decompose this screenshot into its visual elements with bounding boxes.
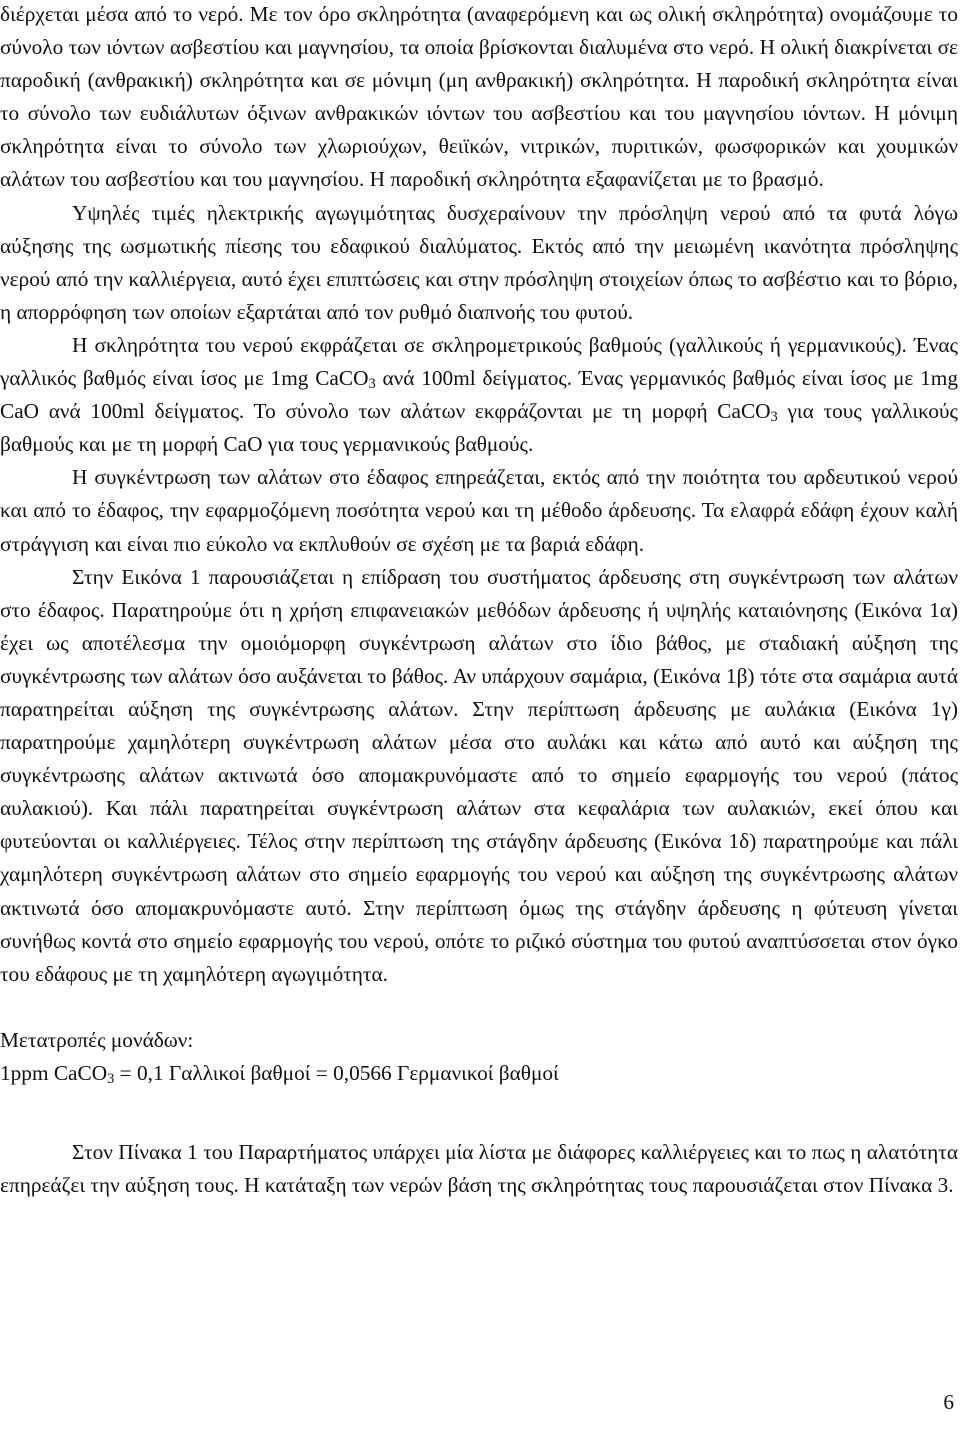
paragraph-hardness-definition: διέρχεται μέσα από το νερό. Με τον όρο σκληρότητα (αναφερόμενη και ως ολική σκληρότητα) ονομάζουμε το σύνολο των ιόντων ασβεστίου και μαγνησίου, τα οποία βρίσκονται διαλυμένα στο νερό. Η ολική διακρίνεται σε παροδική (ανθρακική) σκληρότητα και σε μόνιμη (μη ανθρακική) σκληρότητα. Η παροδική σκληρότητα είναι το σύνολο των ευδιάλυτων όξινων ανθρακικών ιόντων του ασβεστίου και του μαγνησίου ιόντων. Η μόνιμη σκληρότητα είναι το σύνολο των χλωριούχων, θειϊκών, νιτρικών, πυριτικών, φωσφορικών και χουμικών αλάτων του ασβεστίου και του μαγνησίου. Η παροδική σκληρότητα εξαφανίζεται με το βρασμό. <box>0 2 958 192</box>
unit-conversion-heading: Μετατροπές μονάδων: <box>0 1027 194 1052</box>
conversion-text-part-1: 1ppm CaCO <box>0 1060 108 1085</box>
paragraph-soil-salts: Η συγκέντρωση των αλάτων στο έδαφος επηρεάζεται, εκτός από την ποιότητα του αρδευτικού νερού και από το έδαφος, την εφαρμοζόμενη ποσότητα νερού και τη μέθοδο άρδευσης. Τα ελαφρά εδάφη έχουν καλή στράγγιση και είναι πιο εύκολο να εκπλυθούν σε σχέση με τα βαριά εδάφη. <box>0 465 958 556</box>
paragraph-conductivity: Υψηλές τιμές ηλεκτρικής αγωγιμότητας δυσχεραίνουν την πρόσληψη νερού από τα φυτά λόγω αύξησης της ωσμωτικής πίεσης του εδαφικού διαλύματος. Εκτός από την μειωμένη ικανότητα πρόσληψης νερού από την καλλιέργεια, αυτό έχει επιπτώσεις και στην πρόσληψη στοιχείων όπως το ασβέστιο και το βόριο, η απορρόφηση των οποίων εξαρτάται από τον ρυθμό διαπνοής του φυτού. <box>0 200 958 324</box>
unit-conversion-line <box>0 1057 958 1090</box>
conversion-text-part-2: = 0,1 Γαλλικοί βαθμοί = 0,0566 Γερμανικοί βαθμοί <box>114 1060 559 1085</box>
page-number: 6 <box>943 1390 954 1414</box>
degrees-text-part-2: ανά 100ml δείγματος. Ένας γερμανικός βαθμός είναι ίσος με 1mg CaO ανά 100ml δείγματος. Το σύνολο των αλάτων εκφράζονται με τη μορφή CaCO <box>0 366 958 424</box>
subscript-3: 3 <box>107 1071 115 1088</box>
subscript-3: 3 <box>368 376 376 393</box>
degrees-text-part-3: για τους γαλλικούς βαθμούς και με τη μορφή CaO για τους γερμανικούς βαθμούς. <box>0 399 958 457</box>
subscript-3: 3 <box>770 409 778 426</box>
paragraph-irrigation-figure: Στην Εικόνα 1 παρουσιάζεται η επίδραση του συστήματος άρδευσης στη συγκέντρωση των αλάτων στο έδαφος. Παρατηρούμε ότι η χρήση επιφανειακών μεθόδων άρδευσης ή υψηλής καταιόνησης (Εικόνα 1α) έχει ως αποτέλεσμα την ομοιόμορφη συγκέντρωση αλάτων στο ίδιο βάθος, με σταδιακή αύξηση της συγκέντρωσης των αλάτων όσο αυξάνεται το βάθος. Αν υπάρχουν σαμάρια, (Εικόνα 1β) τότε στα σαμάρια αυτά παρατηρείται αύξηση της συγκέντρωσης αλάτων. Στην περίπτωση άρδευσης με αυλάκια (Εικόνα 1γ) παρατηρούμε χαμηλότερη συγκέντρωση αλάτων μέσα στο αυλάκι και κάτω από αυτό και αύξηση της συγκέντρωσης αλάτων ακτινωτά όσο απομακρυνόμαστε από το σημείο εφαρμογής του νερού (πάτος αυλακιού). Και πάλι παρατηρείται συγκέντρωση αλάτων στα κεφαλάρια των αυλακιών, εκεί όπου και φυτεύονται οι καλλιέργειες. Τέλος στην περίπτωση της στάγδην άρδευσης (Εικόνα 1δ) παρατηρούμε και πάλι χαμηλότερη συγκέντρωση αλάτων στο σημείο εφαρμογής του νερού και αύξηση της συγκέντρωσης αλάτων ακτινωτά όσο απομακρυνόμαστε αυτό. Στην περίπτωση όμως της στάγδην άρδευσης η φύτευση γίνεται συνήθως κοντά στο σημείο εφαρμογής του νερού, οπότε το ριζικό σύστημα του φυτού αναπτύσσεται στον όγκο του εδάφους με τη χαμηλότερη αγωγιμότητα. <box>0 564 958 986</box>
paragraph-hardness-degrees <box>0 329 958 461</box>
paragraph-appendix-reference: Στον Πίνακα 1 του Παραρτήματος υπάρχει μία λίστα με διάφορες καλλιέργειες και το πως η αλατότητα επηρεάζει την αύξηση τους. Η κατάταξη των νερών βάση της σκληρότητας τους παρουσιάζεται στον Πίνακα 3. <box>0 1140 958 1198</box>
degrees-text-part-1: Η σκληρότητα του νερού εκφράζεται σε σκληρομετρικούς βαθμούς (γαλλικούς ή γερμανικούς). Ένας γαλλικός βαθμός είναι ίσος με 1mg CaCO <box>0 332 958 391</box>
